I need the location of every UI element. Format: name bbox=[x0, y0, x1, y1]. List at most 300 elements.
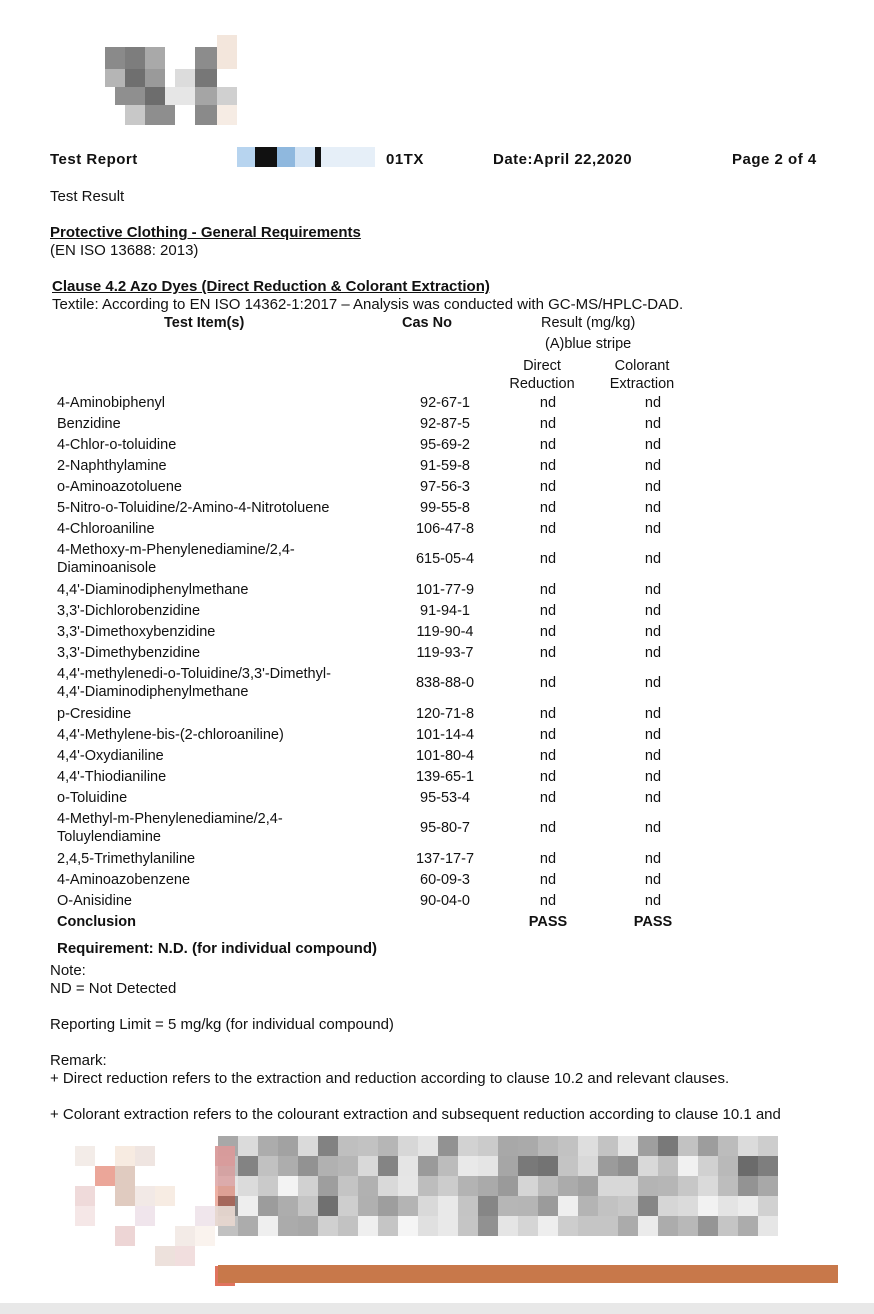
table-row bbox=[52, 497, 703, 518]
redacted-footer bbox=[55, 1136, 785, 1286]
footer-pixel bbox=[438, 1136, 458, 1156]
colorant-extraction-result: nd bbox=[644, 768, 662, 785]
footer-pixel bbox=[538, 1176, 558, 1196]
table-row bbox=[52, 434, 703, 455]
cas-number: 95-80-7 bbox=[420, 820, 470, 836]
test-item-name-line: 4,4'-Diaminodiphenylmethane bbox=[57, 684, 249, 700]
footer-pixel bbox=[418, 1176, 438, 1196]
footer-pixel bbox=[738, 1196, 758, 1216]
footer-pixel bbox=[738, 1156, 758, 1176]
footer-pixel bbox=[538, 1156, 558, 1176]
footer-pixel bbox=[238, 1196, 258, 1216]
direct-reduction-result: nd bbox=[539, 436, 557, 453]
test-item-name-line: 4-Aminoazobenzene bbox=[57, 871, 191, 888]
conclusion-cas-empty bbox=[392, 911, 493, 932]
footer-pixel bbox=[718, 1196, 738, 1216]
test-item-name bbox=[52, 642, 392, 663]
column-cas-no: Cas No bbox=[402, 315, 452, 331]
footer-pixel bbox=[718, 1136, 738, 1156]
test-item-name bbox=[52, 724, 392, 745]
footer-pixel bbox=[215, 1186, 235, 1206]
column-test-item: Test Item(s) bbox=[164, 315, 245, 331]
cas-number: 92-67-1 bbox=[420, 394, 470, 411]
test-item-name bbox=[52, 434, 392, 455]
footer-pixel bbox=[598, 1216, 618, 1236]
footer-pixel bbox=[318, 1136, 338, 1156]
footer-pixel bbox=[658, 1156, 678, 1176]
colorant-extraction-result: nd bbox=[644, 705, 662, 722]
footer-pixel bbox=[678, 1136, 698, 1156]
footer-pixel bbox=[578, 1216, 598, 1236]
remark-line1: + Direct reduction refers to the extraction and reduction according to clause 10.2 and relevant clauses. bbox=[50, 1070, 730, 1087]
footer-pixel bbox=[498, 1216, 518, 1236]
colorant-extraction-result: nd bbox=[644, 551, 662, 567]
footer-pixel bbox=[418, 1136, 438, 1156]
logo-pixel bbox=[195, 69, 217, 87]
direct-reduction-result: nd bbox=[539, 581, 557, 598]
footer-pixel bbox=[298, 1136, 318, 1156]
column-direct-reduction bbox=[492, 357, 592, 393]
direct-reduction-result: nd bbox=[539, 705, 557, 722]
clause-method: Textile: According to EN ISO 14362-1:2017 – Analysis was conducted with GC-MS/HPLC-DAD. bbox=[52, 296, 684, 313]
test-item-name-line: 4,4'-Oxydianiline bbox=[57, 747, 164, 764]
footer-pixel bbox=[338, 1176, 358, 1196]
test-item-name-line: 2,4,5-Trimethylaniline bbox=[57, 850, 196, 867]
cas-number: 139-65-1 bbox=[415, 768, 475, 785]
footer-pixel bbox=[238, 1136, 258, 1156]
footer-pixel bbox=[618, 1136, 638, 1156]
table-row bbox=[52, 642, 703, 663]
footer-pixel bbox=[338, 1136, 358, 1156]
colorant-extraction-result: nd bbox=[644, 623, 662, 640]
direct-reduction-result: nd bbox=[539, 675, 557, 691]
colorant-extraction-result: nd bbox=[644, 436, 662, 453]
cas-number: 119-93-7 bbox=[416, 644, 474, 661]
footer-pixel bbox=[278, 1136, 298, 1156]
table-row bbox=[52, 787, 703, 808]
conclusion-label: Conclusion bbox=[57, 913, 136, 930]
test-item-name bbox=[52, 869, 392, 890]
test-item-name bbox=[52, 476, 392, 497]
logo-pixel bbox=[125, 105, 145, 125]
logo-pixel bbox=[195, 105, 217, 125]
footer-pixel bbox=[338, 1216, 358, 1236]
test-item-name bbox=[52, 663, 392, 703]
standard-code: (EN ISO 13688: 2013) bbox=[50, 242, 199, 259]
test-item-name-line: O-Anisidine bbox=[57, 892, 132, 909]
table-row bbox=[52, 808, 703, 848]
footer-pixel bbox=[638, 1136, 658, 1156]
table-row bbox=[52, 621, 703, 642]
footer-pixel bbox=[458, 1176, 478, 1196]
colorant-line1: Colorant bbox=[614, 358, 670, 374]
footer-pixel bbox=[115, 1146, 135, 1166]
footer-pixel bbox=[738, 1136, 758, 1156]
cas-number: 97-56-3 bbox=[420, 478, 470, 495]
table-row bbox=[52, 724, 703, 745]
footer-pixel bbox=[258, 1216, 278, 1236]
footer-pixel bbox=[298, 1156, 318, 1176]
cas-number: 615-05-4 bbox=[415, 551, 475, 567]
footer-pixel bbox=[135, 1186, 155, 1206]
direct-reduction-result: nd bbox=[539, 551, 557, 567]
logo-pixel bbox=[217, 87, 237, 105]
footer-pixel bbox=[598, 1136, 618, 1156]
footer-pixel bbox=[318, 1216, 338, 1236]
footer-pixel bbox=[538, 1216, 558, 1236]
footer-pixel bbox=[298, 1196, 318, 1216]
footer-pixel bbox=[115, 1186, 135, 1206]
colorant-extraction-result: nd bbox=[644, 789, 662, 806]
page-number: Page 2 of 4 bbox=[732, 151, 817, 168]
direct-line2: Reduction bbox=[509, 376, 575, 392]
footer-pixel bbox=[278, 1156, 298, 1176]
test-item-name-line: 4-Chloroaniline bbox=[57, 520, 155, 537]
footer-pixel bbox=[638, 1196, 658, 1216]
footer-pixel bbox=[478, 1176, 498, 1196]
footer-pixel bbox=[538, 1196, 558, 1216]
footer-pixel bbox=[398, 1136, 418, 1156]
test-item-name-line: p-Cresidine bbox=[57, 705, 132, 722]
footer-pixel bbox=[558, 1176, 578, 1196]
direct-reduction-result: nd bbox=[539, 892, 557, 909]
test-item-name-line: 5-Nitro-o-Toluidine/2-Amino-4-Nitrotoluene bbox=[57, 499, 330, 516]
footer-pixel bbox=[258, 1176, 278, 1196]
logo-pixel bbox=[145, 105, 175, 125]
table-row bbox=[52, 766, 703, 787]
test-item-name-line: 4,4'-methylenedi-o-Toluidine/3,3'-Dimethyl- bbox=[57, 666, 331, 682]
direct-reduction-result: nd bbox=[539, 820, 557, 836]
test-item-name bbox=[52, 703, 392, 724]
logo-pixel bbox=[165, 87, 195, 105]
colorant-extraction-result: nd bbox=[644, 581, 662, 598]
footer-pixel bbox=[438, 1216, 458, 1236]
footer-pixel bbox=[418, 1196, 438, 1216]
footer-pixel bbox=[115, 1166, 135, 1186]
logo-pixel bbox=[105, 47, 125, 69]
cas-number: 99-55-8 bbox=[420, 499, 470, 516]
table-row bbox=[52, 663, 703, 703]
footer-pixel bbox=[578, 1176, 598, 1196]
cas-number: 137-17-7 bbox=[415, 850, 475, 867]
footer-pixel bbox=[638, 1216, 658, 1236]
footer-pixel bbox=[338, 1156, 358, 1176]
footer-pixel bbox=[75, 1186, 95, 1206]
table-row bbox=[52, 745, 703, 766]
footer-pixel bbox=[758, 1156, 778, 1176]
table-row bbox=[52, 869, 703, 890]
footer-pixel bbox=[135, 1206, 155, 1226]
colorant-extraction-result: nd bbox=[644, 726, 662, 743]
colorant-extraction-result: nd bbox=[644, 457, 662, 474]
cas-number: 92-87-5 bbox=[420, 415, 470, 432]
colorant-extraction-result: nd bbox=[644, 520, 662, 537]
footer-pixel bbox=[195, 1206, 215, 1226]
footer-pixel bbox=[318, 1176, 338, 1196]
sample-label: (A)blue stripe bbox=[545, 336, 632, 352]
test-item-name-line: 4,4'-Thiodianiline bbox=[57, 768, 167, 785]
direct-reduction-result: nd bbox=[539, 602, 557, 619]
footer-pixel bbox=[258, 1196, 278, 1216]
footer-pixel bbox=[678, 1176, 698, 1196]
direct-reduction-result: nd bbox=[539, 644, 557, 661]
footer-pixel bbox=[518, 1196, 538, 1216]
footer-pixel bbox=[378, 1136, 398, 1156]
test-item-name-line: 4-Methyl-m-Phenylenediamine/2,4- bbox=[57, 811, 283, 827]
footer-pixel bbox=[678, 1196, 698, 1216]
colorant-extraction-result: nd bbox=[644, 602, 662, 619]
footer-pixel bbox=[518, 1216, 538, 1236]
colorant-extraction-result: nd bbox=[644, 644, 662, 661]
footer-pixel bbox=[518, 1156, 538, 1176]
test-item-name bbox=[52, 518, 392, 539]
footer-pixel bbox=[498, 1136, 518, 1156]
test-item-name-line: 3,3'-Dimethybenzidine bbox=[57, 644, 201, 661]
footer-pixel bbox=[75, 1206, 95, 1226]
test-item-name-line: o-Toluidine bbox=[57, 789, 128, 806]
footer-pixel bbox=[658, 1176, 678, 1196]
test-item-name bbox=[52, 455, 392, 476]
footer-pixel bbox=[458, 1156, 478, 1176]
redacted-report-number bbox=[237, 147, 387, 167]
test-item-name bbox=[52, 621, 392, 642]
footer-pixel bbox=[638, 1156, 658, 1176]
logo-pixel bbox=[145, 87, 165, 105]
direct-reduction-result: nd bbox=[539, 457, 557, 474]
footer-pixel bbox=[438, 1176, 458, 1196]
test-item-name bbox=[52, 497, 392, 518]
direct-reduction-result: nd bbox=[539, 768, 557, 785]
direct-reduction-result: nd bbox=[539, 520, 557, 537]
colorant-extraction-result: nd bbox=[644, 478, 662, 495]
footer-pixel bbox=[95, 1166, 115, 1186]
azo-dyes-table bbox=[52, 392, 703, 932]
remark-label: Remark: bbox=[50, 1052, 107, 1069]
logo-pixel bbox=[125, 69, 145, 87]
test-item-name bbox=[52, 392, 392, 413]
logo-pixel bbox=[125, 47, 145, 69]
footer-pixel bbox=[578, 1136, 598, 1156]
footer-pixel bbox=[155, 1186, 175, 1206]
note-reporting-limit: Reporting Limit = 5 mg/kg (for individual compound) bbox=[50, 1016, 394, 1033]
footer-pixel bbox=[478, 1216, 498, 1236]
test-item-name-line: 2-Naphthylamine bbox=[57, 457, 167, 474]
footer-pixel bbox=[338, 1196, 358, 1216]
table-row bbox=[52, 476, 703, 497]
logo-pixel bbox=[105, 69, 125, 87]
direct-reduction-result: nd bbox=[539, 478, 557, 495]
footer-pixel bbox=[75, 1146, 95, 1166]
footer-pixel bbox=[115, 1226, 135, 1246]
footer-pixel bbox=[678, 1156, 698, 1176]
requirement: Requirement: N.D. (for individual compound) bbox=[57, 940, 377, 957]
cas-number: 119-90-4 bbox=[416, 623, 474, 640]
test-item-name bbox=[52, 579, 392, 600]
footer-pixel bbox=[558, 1216, 578, 1236]
footer-pixel bbox=[718, 1156, 738, 1176]
footer-pixel bbox=[718, 1176, 738, 1196]
footer-pixel bbox=[215, 1146, 235, 1166]
footer-pixel bbox=[458, 1216, 478, 1236]
cas-number: 91-94-1 bbox=[420, 602, 470, 619]
footer-pixel bbox=[518, 1176, 538, 1196]
logo-pixel bbox=[217, 105, 237, 125]
footer-pixel bbox=[758, 1196, 778, 1216]
cas-number: 95-53-4 bbox=[420, 789, 470, 806]
footer-pixel bbox=[758, 1216, 778, 1236]
footer-pixel bbox=[578, 1196, 598, 1216]
page-bottom-edge bbox=[0, 1303, 874, 1314]
report-number: 01TX bbox=[386, 151, 424, 168]
footer-pixel bbox=[238, 1176, 258, 1196]
footer-pixel bbox=[698, 1196, 718, 1216]
footer-pixel bbox=[618, 1176, 638, 1196]
conclusion-direct: PASS bbox=[528, 913, 568, 930]
colorant-extraction-result: nd bbox=[644, 675, 662, 691]
footer-pixel bbox=[278, 1176, 298, 1196]
table-row bbox=[52, 579, 703, 600]
footer-pixel bbox=[378, 1196, 398, 1216]
test-item-name-line: Diaminoanisole bbox=[57, 560, 157, 576]
footer-pixel bbox=[478, 1156, 498, 1176]
section-title: Test Result bbox=[50, 188, 125, 205]
footer-pixel bbox=[438, 1196, 458, 1216]
colorant-line2: Extraction bbox=[609, 376, 675, 392]
direct-reduction-result: nd bbox=[539, 871, 557, 888]
footer-pixel bbox=[418, 1216, 438, 1236]
redaction-bar bbox=[218, 1265, 838, 1283]
colorant-extraction-result: nd bbox=[644, 892, 662, 909]
footer-pixel bbox=[358, 1156, 378, 1176]
test-item-name bbox=[52, 890, 392, 911]
footer-pixel bbox=[658, 1216, 678, 1236]
footer-pixel bbox=[358, 1216, 378, 1236]
direct-reduction-result: nd bbox=[539, 850, 557, 867]
footer-pixel bbox=[638, 1176, 658, 1196]
footer-pixel bbox=[458, 1136, 478, 1156]
footer-pixel bbox=[298, 1216, 318, 1236]
footer-pixel bbox=[358, 1196, 378, 1216]
footer-pixel bbox=[698, 1156, 718, 1176]
table-row bbox=[52, 392, 703, 413]
footer-pixel bbox=[175, 1226, 195, 1246]
footer-pixel bbox=[215, 1166, 235, 1186]
test-item-name-line: Benzidine bbox=[57, 415, 121, 432]
cas-number: 101-77-9 bbox=[415, 581, 475, 598]
footer-pixel bbox=[658, 1136, 678, 1156]
footer-pixel bbox=[598, 1196, 618, 1216]
cas-number: 60-09-3 bbox=[420, 871, 470, 888]
footer-pixel bbox=[678, 1216, 698, 1236]
footer-pixel bbox=[718, 1216, 738, 1236]
cas-number: 91-59-8 bbox=[420, 457, 470, 474]
test-item-name-line: 3,3'-Dichlorobenzidine bbox=[57, 602, 201, 619]
test-item-name-line: 3,3'-Dimethoxybenzidine bbox=[57, 623, 216, 640]
logo-pixel bbox=[145, 69, 165, 87]
footer-pixel bbox=[498, 1176, 518, 1196]
column-colorant-extraction bbox=[592, 357, 692, 393]
column-result: Result (mg/kg) bbox=[541, 315, 636, 331]
test-item-name bbox=[52, 787, 392, 808]
footer-pixel bbox=[698, 1136, 718, 1156]
footer-pixel bbox=[478, 1136, 498, 1156]
direct-reduction-result: nd bbox=[539, 415, 557, 432]
colorant-extraction-result: nd bbox=[644, 394, 662, 411]
footer-pixel bbox=[378, 1176, 398, 1196]
footer-pixel bbox=[698, 1176, 718, 1196]
footer-pixel bbox=[135, 1146, 155, 1166]
direct-reduction-result: nd bbox=[539, 623, 557, 640]
footer-pixel bbox=[458, 1196, 478, 1216]
test-item-name-line: 4,4'-Diaminodiphenylmethane bbox=[57, 581, 249, 598]
footer-pixel bbox=[738, 1176, 758, 1196]
footer-pixel bbox=[378, 1156, 398, 1176]
conclusion-colorant: PASS bbox=[633, 913, 673, 930]
footer-pixel bbox=[498, 1156, 518, 1176]
direct-reduction-result: nd bbox=[539, 499, 557, 516]
report-label: Test Report bbox=[50, 151, 138, 168]
clause-title: Clause 4.2 Azo Dyes (Direct Reduction & Colorant Extraction) bbox=[52, 278, 490, 295]
table-row bbox=[52, 413, 703, 434]
colorant-extraction-result: nd bbox=[644, 871, 662, 888]
logo-pixel bbox=[175, 69, 195, 87]
table-row bbox=[52, 455, 703, 476]
conclusion-row bbox=[52, 911, 703, 932]
footer-pixel bbox=[398, 1176, 418, 1196]
footer-pixel bbox=[598, 1176, 618, 1196]
footer-pixel bbox=[398, 1156, 418, 1176]
footer-pixel bbox=[438, 1156, 458, 1176]
footer-pixel bbox=[238, 1216, 258, 1236]
footer-pixel bbox=[598, 1156, 618, 1176]
footer-pixel bbox=[578, 1156, 598, 1176]
footer-pixel bbox=[618, 1196, 638, 1216]
table-row bbox=[52, 518, 703, 539]
cas-number: 120-71-8 bbox=[415, 705, 475, 722]
company-logo bbox=[95, 35, 245, 130]
table-row bbox=[52, 848, 703, 869]
footer-pixel bbox=[358, 1136, 378, 1156]
logo-pixel bbox=[145, 47, 165, 69]
cas-number: 106-47-8 bbox=[415, 520, 475, 537]
footer-pixel bbox=[278, 1216, 298, 1236]
logo-pixel bbox=[217, 35, 237, 69]
test-item-name bbox=[52, 808, 392, 848]
footer-pixel bbox=[738, 1216, 758, 1236]
footer-pixel bbox=[558, 1156, 578, 1176]
note-label: Note: bbox=[50, 962, 86, 979]
remark-line2: + Colorant extraction refers to the colourant extraction and subsequent reduction according to clause 10.1 and bbox=[50, 1106, 781, 1123]
direct-reduction-result: nd bbox=[539, 726, 557, 743]
colorant-extraction-result: nd bbox=[644, 747, 662, 764]
footer-pixel bbox=[238, 1156, 258, 1176]
footer-pixel bbox=[698, 1216, 718, 1236]
footer-pixel bbox=[278, 1196, 298, 1216]
cas-number: 90-04-0 bbox=[420, 892, 470, 909]
footer-pixel bbox=[215, 1206, 235, 1226]
table-row bbox=[52, 703, 703, 724]
cas-number: 838-88-0 bbox=[415, 675, 475, 691]
test-item-name-line: 4-Chlor-o-toluidine bbox=[57, 436, 177, 453]
footer-pixel bbox=[155, 1246, 175, 1266]
logo-pixel bbox=[115, 87, 145, 105]
colorant-extraction-result: nd bbox=[644, 850, 662, 867]
footer-pixel bbox=[478, 1196, 498, 1216]
footer-pixel bbox=[195, 1226, 215, 1246]
direct-line1: Direct bbox=[523, 358, 561, 374]
test-item-name-line: o-Aminoazotoluene bbox=[57, 478, 182, 495]
report-date: Date:April 22,2020 bbox=[493, 151, 633, 168]
